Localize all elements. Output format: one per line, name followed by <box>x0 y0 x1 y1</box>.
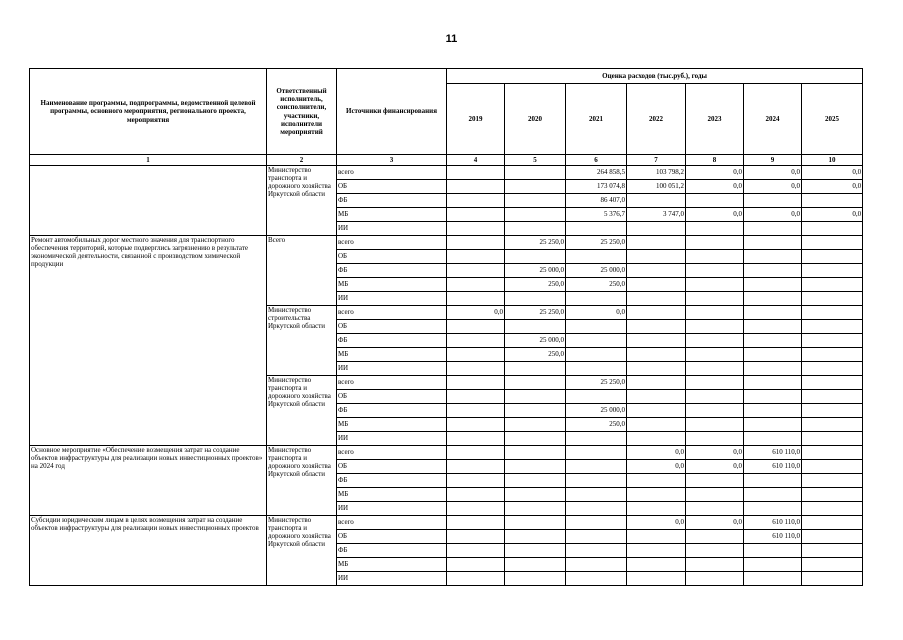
value-cell <box>447 572 505 586</box>
value-cell <box>744 264 802 278</box>
value-cell <box>447 292 505 306</box>
value-cell <box>505 390 566 404</box>
value-cell <box>447 264 505 278</box>
funding-source-cell: всего <box>337 166 447 180</box>
funding-source-cell: ОБ <box>337 530 447 544</box>
value-cell <box>802 516 863 530</box>
value-cell <box>802 502 863 516</box>
value-cell <box>627 474 686 488</box>
value-cell <box>686 488 744 502</box>
table-body <box>30 166 863 586</box>
value-cell <box>447 544 505 558</box>
value-cell <box>627 488 686 502</box>
value-cell <box>686 348 744 362</box>
value-cell <box>744 390 802 404</box>
funding-source-cell: ИИ <box>337 292 447 306</box>
value-cell <box>447 250 505 264</box>
funding-source-cell: ФБ <box>337 404 447 418</box>
value-cell: 0,0 <box>686 180 744 194</box>
funding-source-cell: ОБ <box>337 180 447 194</box>
table-header <box>30 69 863 166</box>
value-cell: 0,0 <box>686 208 744 222</box>
column-number: 9 <box>744 155 802 166</box>
value-cell <box>566 516 627 530</box>
value-cell <box>505 222 566 236</box>
value-cell <box>566 474 627 488</box>
value-cell <box>566 488 627 502</box>
value-cell <box>686 222 744 236</box>
value-cell <box>505 418 566 432</box>
value-cell <box>802 474 863 488</box>
value-cell <box>447 236 505 250</box>
value-cell <box>744 320 802 334</box>
funding-source-cell: ОБ <box>337 460 447 474</box>
funding-source-cell: ФБ <box>337 194 447 208</box>
value-cell <box>447 180 505 194</box>
value-cell <box>744 572 802 586</box>
value-cell <box>627 390 686 404</box>
budget-table <box>29 68 863 586</box>
value-cell: 3 747,0 <box>627 208 686 222</box>
value-cell <box>802 250 863 264</box>
value-cell <box>802 446 863 460</box>
value-cell <box>802 404 863 418</box>
responsible-cell: Министерство транспорта и дорожного хозяйства Иркутской области <box>267 376 337 446</box>
value-cell: 0,0 <box>744 208 802 222</box>
value-cell: 0,0 <box>447 306 505 320</box>
value-cell <box>505 320 566 334</box>
value-cell <box>447 334 505 348</box>
table-row <box>30 446 863 460</box>
value-cell: 0,0 <box>744 180 802 194</box>
program-name-cell <box>30 166 267 236</box>
value-cell: 0,0 <box>686 460 744 474</box>
value-cell <box>566 334 627 348</box>
value-cell <box>627 418 686 432</box>
header-responsible: Ответственный исполнитель, соисполнители, участники, исполнители мероприятий <box>267 69 337 155</box>
funding-source-cell: всего <box>337 236 447 250</box>
value-cell <box>505 194 566 208</box>
value-cell <box>802 194 863 208</box>
value-cell <box>744 278 802 292</box>
value-cell <box>447 488 505 502</box>
value-cell <box>627 348 686 362</box>
value-cell <box>447 376 505 390</box>
funding-source-cell: МБ <box>337 558 447 572</box>
value-cell <box>447 432 505 446</box>
value-cell: 250,0 <box>505 278 566 292</box>
value-cell <box>686 418 744 432</box>
value-cell <box>686 558 744 572</box>
value-cell <box>566 222 627 236</box>
value-cell <box>802 292 863 306</box>
header-year: 2023 <box>686 84 744 155</box>
value-cell <box>802 432 863 446</box>
value-cell <box>686 474 744 488</box>
program-name-cell: Основное мероприятие «Обеспечение возмещения затрат на создание объектов инфраструктуры для реализации новых инвестиционных проектов» на 2024 год <box>30 446 267 516</box>
value-cell <box>505 362 566 376</box>
value-cell: 610 110,0 <box>744 516 802 530</box>
value-cell: 264 858,5 <box>566 166 627 180</box>
value-cell <box>447 208 505 222</box>
value-cell <box>447 166 505 180</box>
page-number: 11 <box>445 33 458 45</box>
value-cell <box>744 334 802 348</box>
value-cell <box>566 390 627 404</box>
value-cell: 0,0 <box>802 180 863 194</box>
funding-source-cell: ОБ <box>337 390 447 404</box>
funding-source-cell: МБ <box>337 418 447 432</box>
value-cell <box>627 572 686 586</box>
value-cell: 0,0 <box>566 306 627 320</box>
table-row <box>30 516 863 530</box>
funding-source-cell: всего <box>337 306 447 320</box>
value-cell: 250,0 <box>566 418 627 432</box>
value-cell <box>505 516 566 530</box>
value-cell <box>802 320 863 334</box>
value-cell <box>566 572 627 586</box>
program-name-cell: Субсидии юридическим лицам в целях возмещения затрат на создание объектов инфраструктуры для реализации новых инвестиционных проектов <box>30 516 267 586</box>
value-cell <box>744 292 802 306</box>
value-cell <box>744 404 802 418</box>
value-cell <box>505 376 566 390</box>
value-cell: 25 250,0 <box>566 236 627 250</box>
value-cell <box>744 250 802 264</box>
value-cell: 0,0 <box>744 166 802 180</box>
value-cell <box>686 390 744 404</box>
value-cell <box>566 530 627 544</box>
header-year: 2019 <box>447 84 505 155</box>
funding-source-cell: ОБ <box>337 250 447 264</box>
value-cell <box>627 502 686 516</box>
funding-source-cell: ФБ <box>337 474 447 488</box>
value-cell <box>447 348 505 362</box>
value-cell <box>627 278 686 292</box>
value-cell <box>627 292 686 306</box>
value-cell <box>505 572 566 586</box>
value-cell <box>744 376 802 390</box>
value-cell <box>744 194 802 208</box>
value-cell <box>447 222 505 236</box>
value-cell <box>566 544 627 558</box>
value-cell <box>744 222 802 236</box>
value-cell <box>566 502 627 516</box>
funding-source-cell: всего <box>337 516 447 530</box>
value-cell: 610 110,0 <box>744 460 802 474</box>
value-cell <box>566 320 627 334</box>
value-cell <box>744 474 802 488</box>
value-cell <box>744 558 802 572</box>
funding-source-cell: ФБ <box>337 264 447 278</box>
value-cell <box>802 348 863 362</box>
value-cell <box>802 306 863 320</box>
value-cell <box>627 320 686 334</box>
value-cell <box>447 446 505 460</box>
header-source: Источники финансирования <box>337 69 447 155</box>
value-cell <box>505 488 566 502</box>
value-cell <box>447 474 505 488</box>
value-cell <box>744 306 802 320</box>
funding-source-cell: ИИ <box>337 432 447 446</box>
value-cell: 103 798,2 <box>627 166 686 180</box>
value-cell <box>802 334 863 348</box>
funding-source-cell: МБ <box>337 348 447 362</box>
value-cell <box>447 320 505 334</box>
value-cell <box>686 250 744 264</box>
value-cell <box>505 460 566 474</box>
funding-source-cell: ИИ <box>337 572 447 586</box>
column-number: 5 <box>505 155 566 166</box>
value-cell: 173 074,8 <box>566 180 627 194</box>
value-cell <box>744 544 802 558</box>
value-cell <box>802 390 863 404</box>
value-cell <box>447 194 505 208</box>
value-cell: 0,0 <box>627 460 686 474</box>
header-year: 2020 <box>505 84 566 155</box>
value-cell: 0,0 <box>802 166 863 180</box>
value-cell: 0,0 <box>627 516 686 530</box>
value-cell: 0,0 <box>802 208 863 222</box>
responsible-cell: Министерство транспорта и дорожного хозяйства Иркутской области <box>267 166 337 236</box>
responsible-cell: Министерство транспорта и дорожного хозяйства Иркутской области <box>267 446 337 516</box>
value-cell <box>566 292 627 306</box>
funding-source-cell: МБ <box>337 278 447 292</box>
value-cell <box>627 376 686 390</box>
funding-source-cell: ИИ <box>337 502 447 516</box>
value-cell <box>744 502 802 516</box>
value-cell <box>627 250 686 264</box>
column-number: 4 <box>447 155 505 166</box>
header-year: 2021 <box>566 84 627 155</box>
responsible-cell: Министерство строительства Иркутской области <box>267 306 337 376</box>
value-cell <box>802 544 863 558</box>
value-cell <box>505 530 566 544</box>
value-cell: 25 000,0 <box>505 264 566 278</box>
value-cell <box>627 530 686 544</box>
funding-source-cell: ФБ <box>337 334 447 348</box>
value-cell <box>627 334 686 348</box>
value-cell: 250,0 <box>566 278 627 292</box>
value-cell <box>566 250 627 264</box>
value-cell <box>447 362 505 376</box>
value-cell <box>627 306 686 320</box>
value-cell <box>447 516 505 530</box>
value-cell <box>802 530 863 544</box>
table-row <box>30 166 863 180</box>
value-cell <box>686 306 744 320</box>
value-cell: 25 000,0 <box>505 334 566 348</box>
value-cell <box>447 404 505 418</box>
funding-source-cell: ИИ <box>337 362 447 376</box>
value-cell: 25 000,0 <box>566 404 627 418</box>
value-cell <box>802 418 863 432</box>
value-cell <box>447 502 505 516</box>
value-cell <box>505 432 566 446</box>
value-cell <box>686 544 744 558</box>
value-cell: 25 000,0 <box>566 264 627 278</box>
value-cell <box>505 474 566 488</box>
funding-source-cell: ОБ <box>337 320 447 334</box>
value-cell <box>447 460 505 474</box>
value-cell <box>627 544 686 558</box>
value-cell <box>744 418 802 432</box>
column-number: 8 <box>686 155 744 166</box>
value-cell: 25 250,0 <box>505 236 566 250</box>
value-cell <box>686 502 744 516</box>
value-cell <box>686 530 744 544</box>
value-cell <box>802 488 863 502</box>
value-cell <box>447 558 505 572</box>
header-name: Наименование программы, подпрограммы, ведомственной целевой программы, основного мероприятия, регионального проекта, мероприятия <box>30 69 267 155</box>
value-cell: 0,0 <box>686 166 744 180</box>
value-cell: 25 250,0 <box>566 376 627 390</box>
funding-source-cell: ФБ <box>337 544 447 558</box>
value-cell: 610 110,0 <box>744 530 802 544</box>
header-year: 2024 <box>744 84 802 155</box>
value-cell: 25 250,0 <box>505 306 566 320</box>
header-cost-estimate: Оценка расходов (тыс.руб.), годы <box>447 69 863 84</box>
value-cell <box>686 404 744 418</box>
value-cell <box>802 460 863 474</box>
value-cell <box>627 194 686 208</box>
value-cell <box>627 236 686 250</box>
value-cell <box>566 446 627 460</box>
program-name-cell: Ремонт автомобильных дорог местного значения для транспортного обеспечения территорий, которые подверглись загрязнению в результате экономической деятельности, связанной с производством химической продукции <box>30 236 267 446</box>
column-number: 7 <box>627 155 686 166</box>
funding-source-cell: всего <box>337 446 447 460</box>
value-cell <box>802 376 863 390</box>
value-cell <box>627 362 686 376</box>
value-cell <box>686 278 744 292</box>
column-number: 6 <box>566 155 627 166</box>
value-cell <box>447 278 505 292</box>
value-cell <box>505 180 566 194</box>
value-cell <box>627 222 686 236</box>
value-cell <box>505 558 566 572</box>
value-cell <box>505 404 566 418</box>
column-number: 10 <box>802 155 863 166</box>
value-cell: 0,0 <box>627 446 686 460</box>
value-cell <box>686 376 744 390</box>
table-row <box>30 236 863 250</box>
value-cell <box>686 572 744 586</box>
value-cell: 610 110,0 <box>744 446 802 460</box>
value-cell <box>566 432 627 446</box>
value-cell <box>505 166 566 180</box>
value-cell <box>686 320 744 334</box>
value-cell: 0,0 <box>686 516 744 530</box>
value-cell <box>744 362 802 376</box>
value-cell <box>566 460 627 474</box>
value-cell <box>802 572 863 586</box>
value-cell <box>566 362 627 376</box>
value-cell <box>686 362 744 376</box>
value-cell <box>505 250 566 264</box>
value-cell <box>686 292 744 306</box>
value-cell <box>566 558 627 572</box>
value-cell <box>686 264 744 278</box>
value-cell <box>447 530 505 544</box>
value-cell <box>505 292 566 306</box>
funding-source-cell: всего <box>337 376 447 390</box>
value-cell <box>627 558 686 572</box>
value-cell <box>802 222 863 236</box>
value-cell <box>627 264 686 278</box>
funding-source-cell: МБ <box>337 208 447 222</box>
value-cell <box>447 390 505 404</box>
column-number: 1 <box>30 155 267 166</box>
value-cell <box>802 558 863 572</box>
header-year: 2022 <box>627 84 686 155</box>
value-cell: 250,0 <box>505 348 566 362</box>
column-number: 2 <box>267 155 337 166</box>
value-cell <box>505 208 566 222</box>
value-cell <box>802 264 863 278</box>
value-cell <box>744 348 802 362</box>
value-cell: 0,0 <box>686 446 744 460</box>
value-cell <box>505 502 566 516</box>
value-cell <box>744 432 802 446</box>
value-cell <box>686 236 744 250</box>
value-cell <box>627 404 686 418</box>
value-cell <box>744 488 802 502</box>
value-cell: 86 407,0 <box>566 194 627 208</box>
value-cell <box>686 334 744 348</box>
value-cell <box>505 544 566 558</box>
value-cell <box>744 236 802 250</box>
header-year: 2025 <box>802 84 863 155</box>
responsible-cell: Всего <box>267 236 337 306</box>
value-cell: 5 376,7 <box>566 208 627 222</box>
value-cell: 100 051,2 <box>627 180 686 194</box>
responsible-cell: Министерство транспорта и дорожного хозяйства Иркутской области <box>267 516 337 586</box>
value-cell <box>686 194 744 208</box>
value-cell <box>627 432 686 446</box>
funding-source-cell: ИИ <box>337 222 447 236</box>
value-cell <box>505 446 566 460</box>
value-cell <box>802 236 863 250</box>
funding-source-cell: МБ <box>337 488 447 502</box>
value-cell <box>802 278 863 292</box>
column-number: 3 <box>337 155 447 166</box>
value-cell <box>686 432 744 446</box>
value-cell <box>566 348 627 362</box>
value-cell <box>802 362 863 376</box>
value-cell <box>447 418 505 432</box>
